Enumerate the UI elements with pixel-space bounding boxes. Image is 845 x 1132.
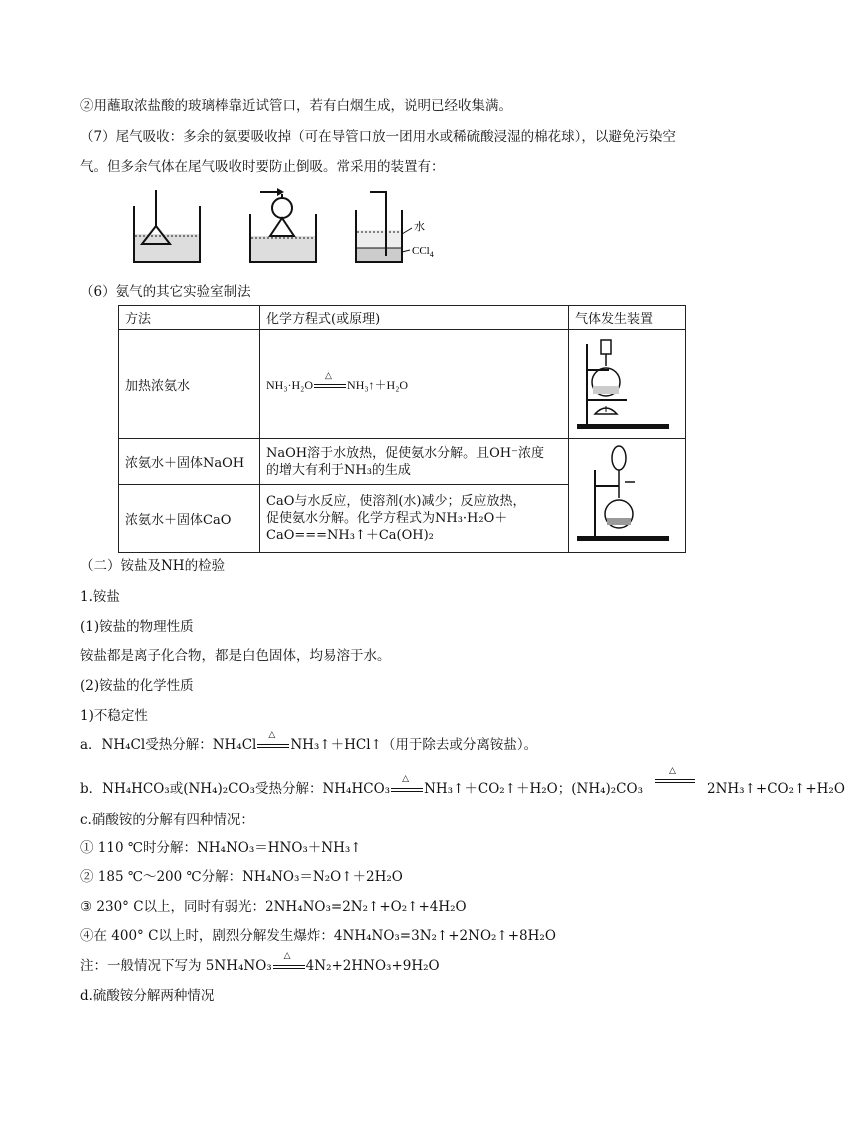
b-pre: b．NH₄HCO₃或(NH₄)₂CO₃受热分解：NH₄HCO₃ [80, 781, 391, 797]
principle-line: CaO与水反应，使溶剂(水)减少；反应放热， [266, 494, 526, 509]
apparatus-cell-2 [569, 439, 686, 553]
heat-arrow-icon: △ [655, 781, 695, 795]
text-line-c1: ① 110 ℃时分解：NH₄NO₃＝HNO₃＋NH₃↑ [80, 840, 362, 856]
text-line-s4: (1)铵盐的物理性质 [80, 619, 194, 635]
heat-arrow-icon: △ [314, 377, 346, 391]
equation-cell [260, 330, 569, 439]
method-cell: 浓氨水＋固体CaO [119, 485, 260, 553]
b-mid: NH₃↑＋CO₂↑＋H₂O；(NH₄)₂CO₃ [424, 781, 643, 797]
heat-arrow-icon: △ [273, 958, 305, 972]
text-line-s2: （二）铵盐及NH的检验 [80, 558, 226, 574]
table-header-method: 方法 [119, 306, 260, 330]
text-line-6: （6）氨气的其它实验室制法 [80, 284, 251, 300]
method-cell: 浓氨水＋固体NaOH [119, 439, 260, 485]
principle-line: 的增大有利于NH₃的生成 [266, 462, 411, 478]
absorption-apparatus-figure [120, 186, 450, 268]
text-line-a [80, 730, 538, 755]
beaker-funnel-icon [134, 190, 200, 262]
table-header-apparatus: 气体发生装置 [569, 306, 686, 330]
beaker-drying-bulb-icon [250, 188, 316, 262]
methods-table [118, 305, 686, 553]
text-line-s7: 1)不稳定性 [80, 708, 148, 724]
method-cell: 加热浓氨水 [119, 330, 260, 439]
principle-cell [260, 485, 569, 553]
apparatus-cell-1 [569, 330, 686, 439]
dropping-funnel-flask-apparatus-icon [569, 440, 685, 548]
heat-arrow-icon: △ [257, 737, 289, 751]
principle-cell [260, 439, 569, 485]
table-header-equation: 化学方程式(或原理) [260, 306, 569, 330]
text-line-d0: d.硫酸铵分解两种情况 [80, 988, 215, 1004]
text-line-3: 气。但多余气体在尾气吸收时要防止倒吸。常采用的装置有： [80, 159, 445, 175]
heat-arrow-icon: △ [391, 781, 423, 795]
beaker-ccl4-icon [356, 192, 412, 262]
text-line-b [80, 766, 845, 799]
text-line-1: ②用蘸取浓盐酸的玻璃棒靠近试管口，若有白烟生成，说明已经收集满。 [80, 98, 512, 114]
note-post: 4N₂+2HNO₃+9H₂O [305, 958, 440, 974]
b-post: 2NH₃↑+CO₂↑+H₂O [707, 781, 845, 797]
label-ccl4: CCl$_4$ [412, 245, 434, 259]
principle-line: CaO===NH₃↑＋Ca(OH)₂ [266, 528, 434, 543]
a-pre: a．NH₄Cl受热分解：NH₄Cl [80, 737, 257, 753]
text-line-s3: 1.铵盐 [80, 589, 120, 605]
text-line-c2: ② 185 ℃～200 ℃分解：NH₄NO₃＝N₂O↑＋2H₂O [80, 869, 403, 885]
table-row [119, 330, 686, 439]
heating-flask-apparatus-icon [569, 330, 685, 434]
equation-left: NH₃·H₂O [266, 377, 314, 392]
text-line-s6: (2)铵盐的化学性质 [80, 678, 194, 694]
principle-line: NaOH溶于水放热，促使氨水分解。且OH⁻浓度 [266, 445, 544, 461]
equation-right: NH₃↑＋H₂O [347, 377, 409, 392]
text-line-note [80, 951, 440, 976]
text-line-c0: c.硝酸铵的分解有四种情况： [80, 812, 254, 828]
note-pre: 注：一般情况下写为 5NH₄NO₃ [80, 958, 272, 974]
text-line-c3: ③ 230° C以上，同时有弱光：2NH₄NO₃=2N₂↑+O₂↑+4H₂O [80, 899, 467, 915]
a-post: NH₃↑＋HCl↑（用于除去或分离铵盐）。 [290, 737, 538, 753]
text-line-c4: ④在 400° C以上时，剧烈分解发生爆炸：4NH₄NO₃=3N₂↑+2NO₂↑+8H₂O [80, 928, 556, 944]
table-row [119, 439, 686, 485]
label-water: 水 [414, 220, 425, 233]
text-line-2: （7）尾气吸收：多余的氨要吸收掉（可在导管口放一团用水或稀硫酸浸湿的棉花球），以避免污染空 [80, 129, 676, 145]
principle-line: 促使氨水分解。化学方程式为NH₃·H₂O＋ [266, 511, 508, 526]
text-line-s5: 铵盐都是离子化合物，都是白色固体，均易溶于水。 [80, 648, 391, 664]
